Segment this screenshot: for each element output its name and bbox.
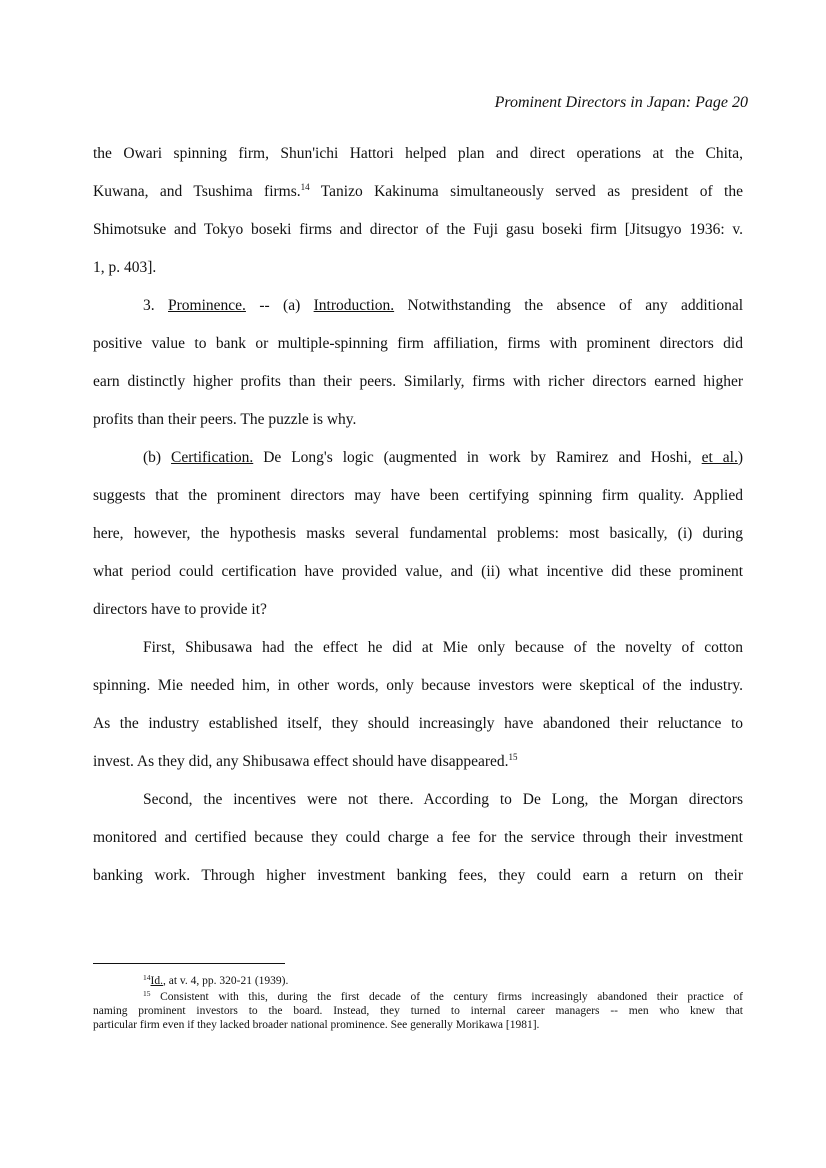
body-text: -- (a): [245, 297, 314, 314]
subsection-heading: Introduction.: [313, 297, 395, 314]
section-heading: Prominence.: [168, 297, 246, 314]
footnote-ref: 15: [508, 752, 518, 762]
body-line: monitored and certified because they could charge a fee for the service through their investment: [93, 829, 743, 846]
footnote-ref: 14: [300, 182, 310, 192]
body-line: positive value to bank or multiple-spinning firm affiliation, firms with prominent directors did: [93, 335, 743, 352]
footnote-number: 15: [143, 989, 151, 998]
body-text: (b): [143, 449, 172, 466]
body-line: [93, 752, 743, 772]
body-line: what period could certification have provided value, and (ii) what incentive did these prominent: [93, 563, 743, 580]
body-line: here, however, the hypothesis masks several fundamental problems: most basically, (i) during: [93, 525, 743, 542]
section-heading-line: [143, 296, 743, 316]
body-line: banking work. Through higher investment banking fees, they could earn a return on their: [93, 867, 743, 884]
body-text: Notwithstanding the absence of any additional: [394, 297, 744, 314]
body-line: the Owari spinning firm, Shun'ichi Hattori helped plan and direct operations at the Chita,: [93, 145, 743, 162]
footnote-14: [143, 975, 793, 988]
footnote-text: Consistent with this, during the first decade of the century firms increasingly abandoned their practice of: [160, 991, 743, 1003]
body-line: Shimotsuke and Tokyo boseki firms and director of the Fuji gasu boseki firm [Jitsugyo 1936: v.: [93, 221, 743, 238]
footnote-id: Id.: [150, 975, 163, 987]
body-line: earn distinctly higher profits than their peers. Similarly, firms with richer directors earned higher: [93, 373, 743, 390]
body-line: Second, the incentives were not there. According to De Long, the Morgan directors: [143, 791, 743, 808]
body-line: suggests that the prominent directors may have been certifying spinning firm quality. Applied: [93, 487, 743, 504]
body-line: profits than their peers. The puzzle is why.: [93, 411, 357, 428]
body-line: 1, p. 403].: [93, 259, 157, 276]
footnote-number: 14: [143, 973, 151, 982]
footnote-line: naming prominent investors to the board. Instead, they turned to internal career managers -- men who knew that: [93, 1005, 743, 1017]
body-line: First, Shibusawa had the effect he did at Mie only because of the novelty of cotton: [143, 639, 743, 656]
section-number: 3.: [143, 297, 169, 314]
body-text: Tanizo Kakinuma simultaneously served as president of the: [309, 183, 743, 200]
body-text: Kuwana, and Tsushima firms.: [93, 183, 301, 200]
body-line: spinning. Mie needed him, in other words, only because investors were skeptical of the industry.: [93, 677, 743, 694]
body-text: De Long's logic (augmented in work by Ramirez and Hoshi,: [253, 449, 702, 466]
body-line: directors have to provide it?: [93, 601, 267, 618]
running-header: Prominent Directors in Japan: Page 20: [494, 94, 748, 111]
footnote-15: [143, 991, 743, 1004]
footnote-line: particular firm even if they lacked broader national prominence. See generally Morikawa [1981].: [93, 1019, 540, 1031]
et-al: et al.: [701, 449, 738, 466]
footnote-text: , at v. 4, pp. 320-21 (1939).: [162, 975, 289, 987]
footnote-rule: [93, 963, 285, 964]
body-text: ): [737, 449, 744, 466]
body-text: invest. As they did, any Shibusawa effect should have disappeared.: [93, 753, 509, 770]
subsection-heading: Certification.: [171, 449, 254, 466]
subsection-heading-line: [143, 448, 743, 468]
body-line: [93, 182, 743, 202]
body-line: As the industry established itself, they should increasingly have abandoned their reluctance to: [93, 715, 743, 732]
